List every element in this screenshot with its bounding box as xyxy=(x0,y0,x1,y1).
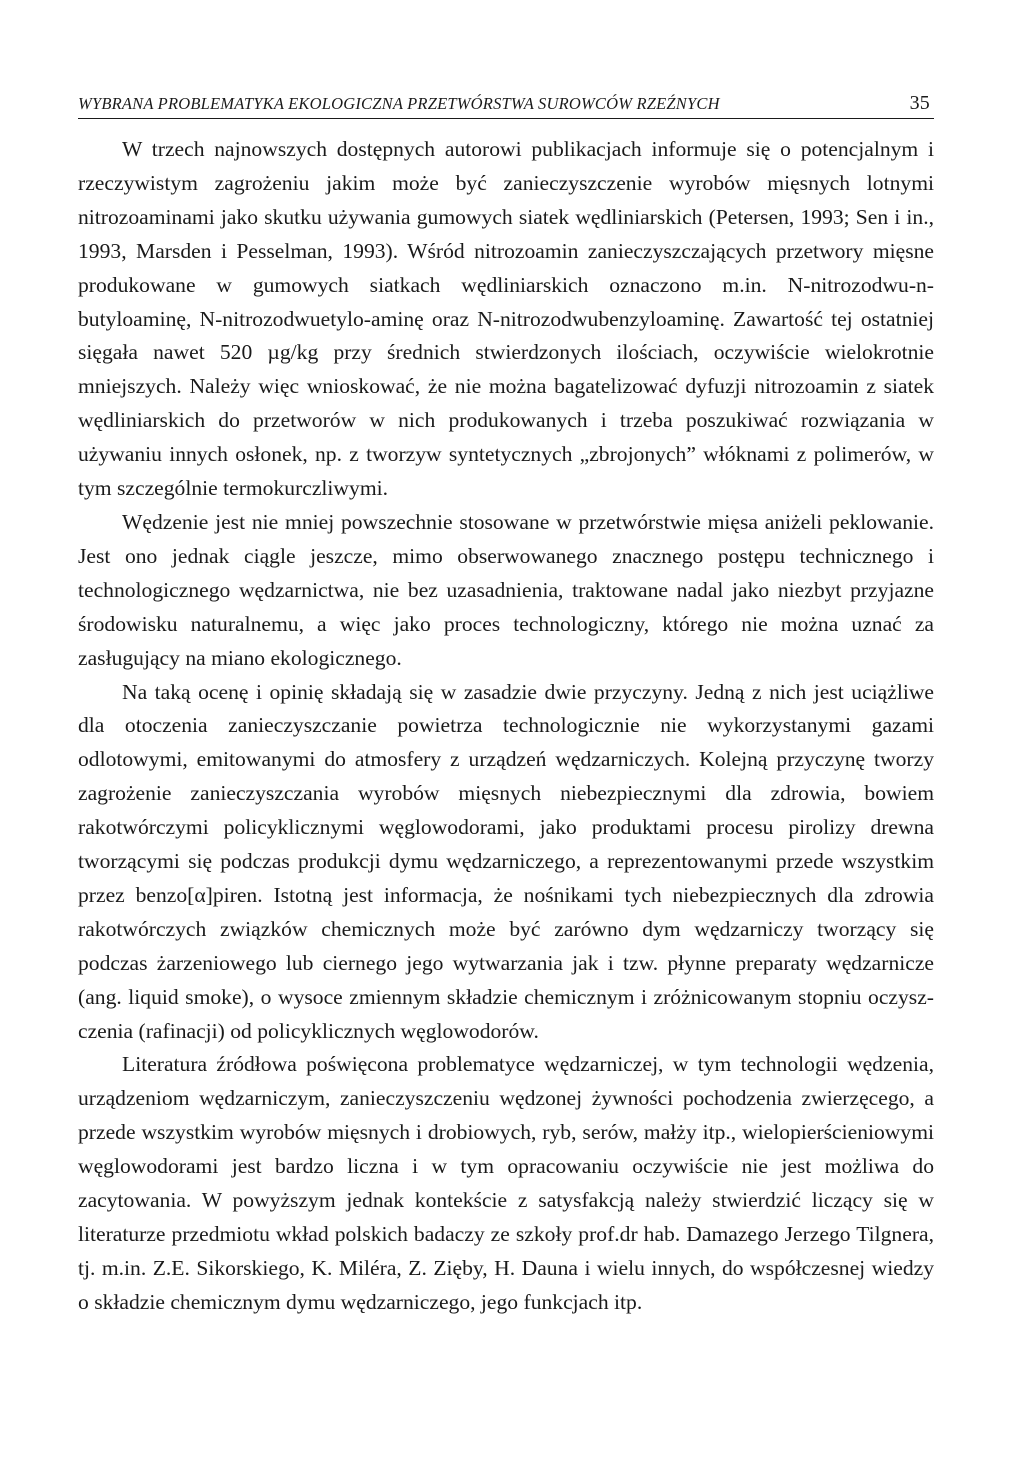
paragraph: Na taką ocenę i opinię składają się w zasadzie dwie przyczyny. Jedną z nich jest uciążliwe dla otoczenia zanieczyszczanie powietrza technologicznie nie wykorzystanymi gazami odlotowymi, emitowanymi do atmosfery z urządzeń wędzarniczych. Kolejną przyczynę tworzy zagrożenie zanieczyszczania wyrobów mięsnych niebezpiecznymi dla zdrowia, bowiem rakotwórczymi policyklicznymi węglowodorami, jako produktami procesu pirolizy drewna tworzącymi się podczas produkcji dymu wędzarniczego, a reprezentowanymi przede wszystkim przez benzo[α]piren. Istotną jest informacja, że nośnikami tych niebezpiecznych dla zdrowia rakotwórczych związków chemicznych może być zarówno dym wędzarniczy tworzący się podczas żarzeniowego lub ciernego jego wytwarzania jak i tzw. płynne preparaty wędzarnicze (ang. liquid smoke), o wysoce zmiennym składzie chemicznym i zróżnicowanym stopniu oczyszczenia (rafinacji) od policyklicznych węglowodorów. xyxy=(78,679,934,1043)
body-text xyxy=(78,133,934,1320)
running-header xyxy=(78,92,934,119)
paragraph: Literatura źródłowa poświęcona problematyce wędzarniczej, w tym technologii wędzenia, urządzeniom wędzarniczym, zanieczyszczeniu wędzonej żywności pochodzenia zwierzęcego, a przede wszystkim wyrobów mięsnych i drobiowych, ryb, serów, małży itp., wielopierścieniowymi węglowodorami jest bardzo liczna i w tym opracowaniu oczywiście nie jest możliwa do zacytowania. W powyższym jednak kontekście z satysfakcją należy stwierdzić liczący się w literaturze przedmiotu wkład polskich badaczy ze szkoły prof.dr hab. Damazego Jerzego Tilgnera, tj. m.in. Z.E. Sikorskiego, K. Miléra, Z. Zięby, H. Dauna i wielu innych, do współczesnej wiedzy o składzie chemicznym dymu wędzarniczego, jego funkcjach itp. xyxy=(78,1052,934,1314)
paragraph: W trzech najnowszych dostępnych autorowi publikacjach informuje się o potencjalnym i rzeczywistym zagrożeniu jakim może być zanieczyszczenie wyrobów mięsnych lotnymi nitrozoaminami jako skutku używania gumowych siatek wędliniarskich (Petersen, 1993; Sen i in., 1993, Marsden i Pesselman, 1993). Wśród nitrozoamin zanieczyszczających przetwory mięsne produkowane w gumowych siatkach wędliniarskich oznaczono m.in. N-nitrozodwu-n-butyloaminę, N-nitrozodwuetylo-aminę oraz N-nitrozodwubenzyloaminę. Zawartość tej ostatniej sięgała nawet 520 µg/kg przy średnich stwierdzonych ilościach, oczywiście wielokrotnie mniejszych. Należy więc wnioskować, że nie można bagatelizować dyfuzji nitrozoamin z siatek wędliniarskich do przetworów w nich produkowanych i trzeba poszukiwać rozwiązania w używaniu innych osłonek, np. z tworzyw syntetycznych „zbrojonych” włóknami z polimerów, w tym szczególnie termokurczliwymi. xyxy=(78,137,934,501)
document-page xyxy=(78,92,934,1320)
running-title: WYBRANA PROBLEMATYKA EKOLOGICZNA PRZETWÓRSTWA SUROWCÓW RZEŹNYCH xyxy=(78,94,720,113)
page-number: 35 xyxy=(909,92,930,114)
paragraph: Wędzenie jest nie mniej powszechnie stosowane w przetwórstwie mięsa aniżeli peklowanie. Jest ono jednak ciągle jeszcze, mimo obserwowanego znacznego postępu technicznego i technologicznego wędzarnictwa, nie bez uzasadnienia, traktowane nadal jako niezbyt przyjazne środowisku naturalnemu, a więc jako proces technologiczny, którego nie można uznać za zasługujący na miano ekologicznego. xyxy=(78,509,934,670)
